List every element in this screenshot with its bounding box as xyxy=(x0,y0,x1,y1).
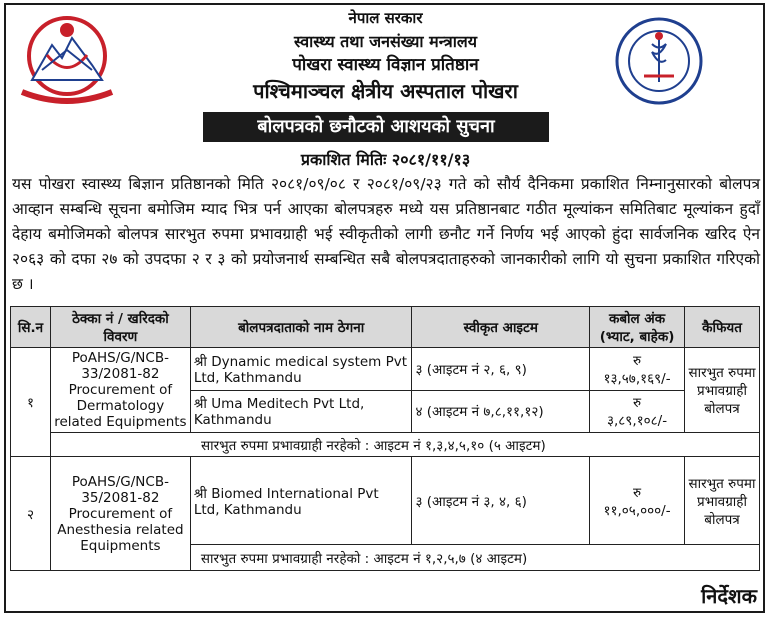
published-date: प्रकाशित मितिः २०८१/११/१३ xyxy=(300,150,471,169)
amount-value: ३,८९,१०८/- xyxy=(606,413,668,430)
row-contract: PoAHS/G/NCB-33/2081-82 Procurement of Dermatology related Equipments xyxy=(50,348,190,433)
amount-value: ११,०५,०००/- xyxy=(603,502,671,519)
not-responsive-note: सारभुत रुपमा प्रभावग्राही नरहेको : आइटम नं १,२,५,७ (४ आइटम) xyxy=(190,545,759,571)
header-remarks: कैफियत xyxy=(685,307,760,348)
ministry-name: स्वास्थ्य तथा जनसंख्या मन्त्रालय xyxy=(293,32,478,51)
header-bidder: बोलपत्रदाताको नाम ठेगना xyxy=(190,307,412,348)
header-amount: कबोल अंक (भ्याट, बाहेक) xyxy=(590,307,685,348)
notice-title: बोलपत्रको छनौटको आशयको सुचना xyxy=(203,112,549,142)
not-responsive-note: सारभुत रुपमा प्रभावग्राही नरहेको : आइटम नं १,३,४,५,१० (५ आइटम) xyxy=(50,433,759,457)
bidder-amount xyxy=(590,390,685,433)
currency-label: रु xyxy=(633,484,642,501)
bidder-amount xyxy=(590,348,685,391)
bidder-name: श्री Biomed International Pvt Ltd, Kathmandu xyxy=(190,457,412,545)
row-remarks: सारभुत रुपमा प्रभावग्राही बोलपत्र xyxy=(685,457,760,545)
bidder-items: ३ (आइटम नं ३, ४, ६) xyxy=(412,457,590,545)
bidder-amount xyxy=(590,457,685,545)
currency-label: रु xyxy=(633,395,642,412)
row-contract: PoAHS/G/NCB-35/2081-82 Procurement of Anesthesia related Equipments xyxy=(50,457,190,571)
signature-director: निर्देशक xyxy=(701,584,757,608)
table-row xyxy=(11,348,760,391)
bidder-name: श्री Uma Meditech Pvt Ltd, Kathmandu xyxy=(190,390,412,433)
table-row xyxy=(11,433,760,457)
row-remarks: सारभुत रुपमा प्रभावग्राही बोलपत्र xyxy=(685,348,760,433)
header-contract: ठेक्का नं / खरिदको विवरण xyxy=(50,307,190,348)
bidder-name: श्री Dynamic medical system Pvt Ltd, Kathmandu xyxy=(190,348,412,391)
hospital-name: पश्चिमाञ्चल क्षेत्रीय अस्पताल पोखरा xyxy=(253,79,518,103)
header-items: स्वीकृत आइटम xyxy=(412,307,590,348)
bidder-items: ४ (आइटम नं ७,८,११,१२) xyxy=(412,390,590,433)
bid-selection-table xyxy=(10,306,760,571)
header-line-1: नेपाल सरकार xyxy=(348,9,423,27)
row-sn: १ xyxy=(11,348,51,457)
amount-value: १३,५७,१६९/- xyxy=(603,370,671,387)
table-row xyxy=(11,457,760,545)
notice-body: यस पोखरा स्वास्थ्य बिज्ञान प्रतिष्ठानको मिति २०८१/०९/०८ र २०८१/०९/२३ गते को सौर्य दैनिकमा प्रकाशित निम्नानुसारको बोलपत्र आव्हान सम्बन्धि सूचना बमोजिम म्याद भित्र पर्न आएका बोलपत्रहरु मध्ये यस प्रतिष्ठानबाट गठीत मूल्यांकन समितिबाट मूल्यांकन हुदाँ देहाय बमोजिमको बोलपत्र सारभुत रुपमा प्रभावग्राही भई स्वीकृतीको लागी छनौट गर्ने निर्णय भई आएको हुंदा सार्वजनिक खरिद ऐन २०६३ को दफा २७ को उपदफा २ र ३ को प्रयोजनार्थ सम्बन्धित सबै बोलपत्रदाताहरुको जानकारीको लागि यो सुचना प्रकाशित गरिएको छ । xyxy=(12,175,760,293)
table-header-row xyxy=(11,307,760,348)
bidder-items: ३ (आइटम नं २, ६, ९) xyxy=(412,348,590,391)
row-sn: २ xyxy=(11,457,51,571)
header-sn: सि.न xyxy=(11,307,51,348)
institute-name: पोखरा स्वास्थ्य विज्ञान प्रतिष्ठान xyxy=(292,55,479,75)
currency-label: रु xyxy=(633,352,642,369)
